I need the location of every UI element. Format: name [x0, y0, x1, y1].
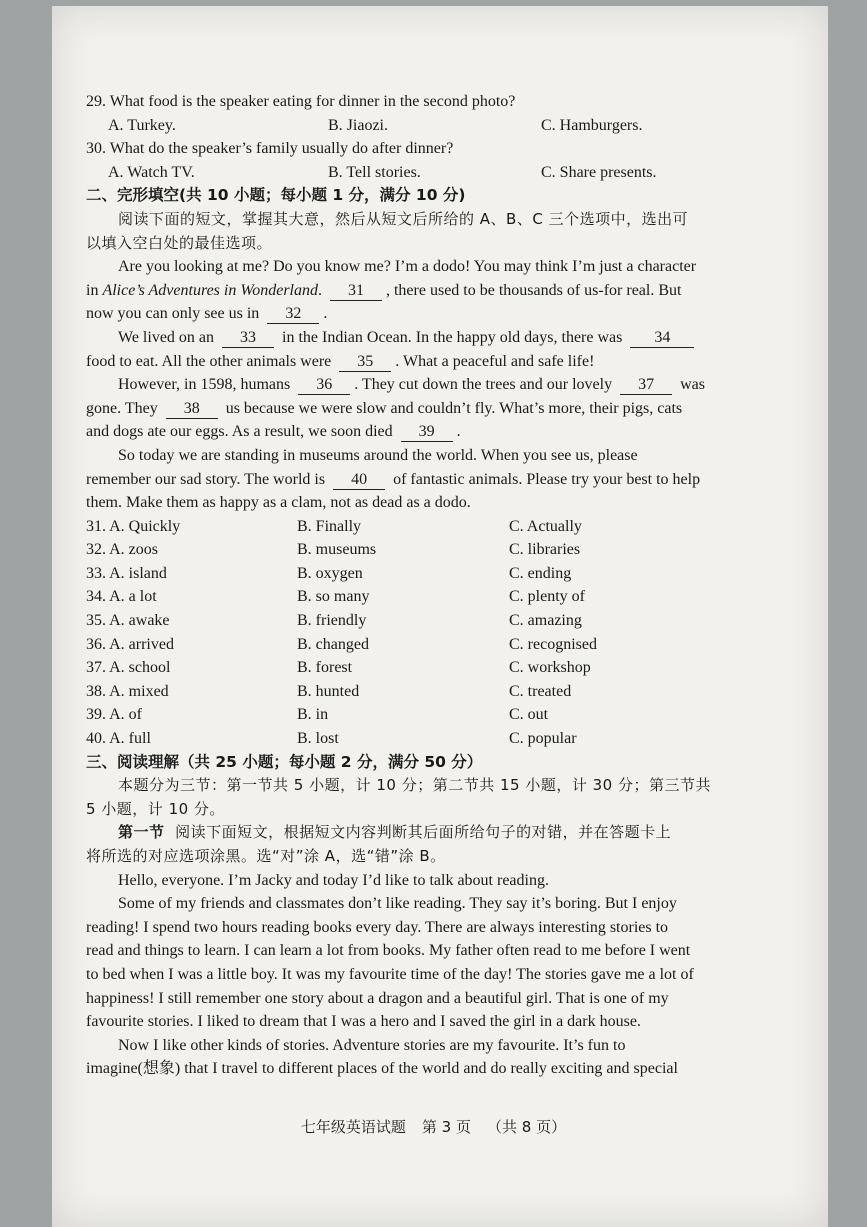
page-footer — [0, 1116, 867, 1137]
passage-line: gone. They 38 us because we were slow and couldn’t fly. What’s more, their pigs, cats — [86, 399, 683, 417]
passage-line: Are you looking at me? Do you know me? I’m a dodo! You may think I’m just a character — [118, 258, 697, 276]
passage-line: Hello, everyone. I’m Jacky and today I’d like to talk about reading. — [118, 871, 549, 889]
blank-32: 32 — [267, 305, 319, 324]
option-row-34: 34. A. a lot B. so many C. plenty of — [86, 588, 585, 606]
cloze-passage — [86, 255, 766, 515]
question-stem: 29. What food is the speaker eating for dinner in the second photo? — [86, 93, 516, 110]
option-a: A. Turkey. — [108, 116, 176, 134]
blank-39: 39 — [401, 423, 453, 442]
blank-40: 40 — [333, 471, 385, 490]
option-b: B. Jiaozi. — [328, 116, 388, 134]
reading-intro-cont: 5 小题，计 10 分。 — [86, 799, 225, 818]
part1-label: 第一节 — [118, 823, 165, 842]
option-row-40: 40. A. full B. lost C. popular — [86, 730, 577, 748]
passage-line: now you can only see us in 32 . — [86, 305, 328, 323]
option-c: C. Share presents. — [541, 163, 657, 181]
option-row-33: 33. A. island B. oxygen C. ending — [86, 564, 572, 582]
passage-line: favourite stories. I liked to dream that I was a hero and I saved the girl in a dark house. — [86, 1013, 641, 1031]
blank-34: 34 — [630, 329, 694, 348]
option-row-38: 38. A. mixed B. hunted C. treated — [86, 682, 572, 700]
blank-38: 38 — [166, 400, 218, 419]
passage-line: We lived on an 33 in the Indian Ocean. In the happy old days, there was 34 — [86, 326, 766, 350]
option-row-39: 39. A. of B. in C. out — [86, 706, 549, 724]
question-29 — [86, 90, 766, 137]
option-row-35: 35. A. awake B. friendly C. amazing — [86, 612, 582, 630]
cloze-instructions: 阅读下面的短文，掌握其大意，然后从短文后所给的 A、B、C 三个选项中，选出可 — [118, 209, 689, 228]
passage-line: imagine(想象) that I travel to different places of the world and do really exciting and special — [86, 1060, 678, 1078]
option-a: A. Watch TV. — [108, 163, 195, 181]
option-row-36: 36. A. arrived B. changed C. recognised — [86, 635, 597, 653]
footer-page: 第 3 页 — [421, 1118, 471, 1136]
passage-line: to bed when I was a little boy. It was my favourite time of the day! The stories gave me a lot of — [86, 965, 694, 983]
option-c: C. Hamburgers. — [541, 116, 643, 134]
option-b: B. Tell stories. — [328, 163, 421, 181]
option-row-32: 32. A. zoos B. museums C. libraries — [86, 541, 581, 559]
footer-subject: 七年级英语试题 — [300, 1118, 406, 1136]
cloze-instructions-cont: 以填入空白处的最佳选项。 — [86, 233, 273, 252]
exam-content — [86, 90, 766, 1081]
blank-37: 37 — [620, 376, 672, 395]
passage-line: Some of my friends and classmates don’t like reading. They say it’s boring. But I enjoy — [118, 895, 677, 913]
passage-line: read and things to learn. I can learn a lot from books. My father often read to me before I went — [86, 942, 691, 960]
passage-line: in Alice’s Adventures in Wonderland. 31 , there used to be thousands of us-for real. But — [86, 281, 682, 299]
passage-line: happiness! I still remember one story about a dragon and a beautiful girl. That is one of my — [86, 989, 669, 1007]
blank-36: 36 — [298, 376, 350, 395]
blank-31: 31 — [330, 282, 382, 301]
passage-line: So today we are standing in museums around the world. When you see us, please — [118, 446, 638, 464]
section-heading-cloze: 二、完形填空(共 10 小题；每小题 1 分，满分 10 分) — [86, 186, 466, 205]
passage-line: remember our sad story. The world is 40 of fantastic animals. Please try your best to help — [86, 470, 701, 488]
passage-line: reading! I spend two hours reading books every day. There are always interesting stories to — [86, 918, 669, 936]
question-30 — [86, 137, 766, 184]
section-heading-reading: 三、阅读理解（共 25 小题；每小题 2 分，满分 50 分） — [86, 752, 483, 771]
part1-instructions-cont: 将所选的对应选项涂黑。选“对”涂 A，选“错”涂 B。 — [86, 847, 446, 865]
question-stem: 30. What do the speaker’s family usually do after dinner? — [86, 140, 454, 158]
passage-line: food to eat. All the other animals were 35 . What a peaceful and safe life! — [86, 352, 595, 370]
cloze-options — [86, 515, 766, 751]
passage-line: them. Make them as happy as a clam, not as dead as a dodo. — [86, 494, 471, 512]
blank-33: 33 — [222, 329, 274, 348]
passage-line: and dogs ate our eggs. As a result, we soon died 39 . — [86, 423, 461, 441]
passage-line: Now I like other kinds of stories. Adventure stories are my favourite. It’s fun to — [118, 1036, 626, 1054]
reading-intro: 本题分为三节：第一节共 5 小题，计 10 分；第二节共 15 小题，计 30 分；第三节共 — [118, 776, 711, 795]
book-title: Alice’s Adventures in Wonderland — [102, 281, 318, 299]
option-row-31: 31. A. Quickly B. Finally C. Actually — [86, 517, 582, 535]
footer-total: （共 8 页） — [487, 1118, 567, 1136]
option-row-37: 37. A. school B. forest C. workshop — [86, 659, 591, 677]
passage-line: However, in 1598, humans 36 . They cut down the trees and our lovely 37 was — [118, 376, 705, 394]
part1-instructions: 第一节 阅读下面短文，根据短文内容判断其后面所给句子的对错，并在答题卡上 — [118, 823, 672, 842]
blank-35: 35 — [339, 353, 391, 372]
reading-passage — [86, 869, 766, 1081]
